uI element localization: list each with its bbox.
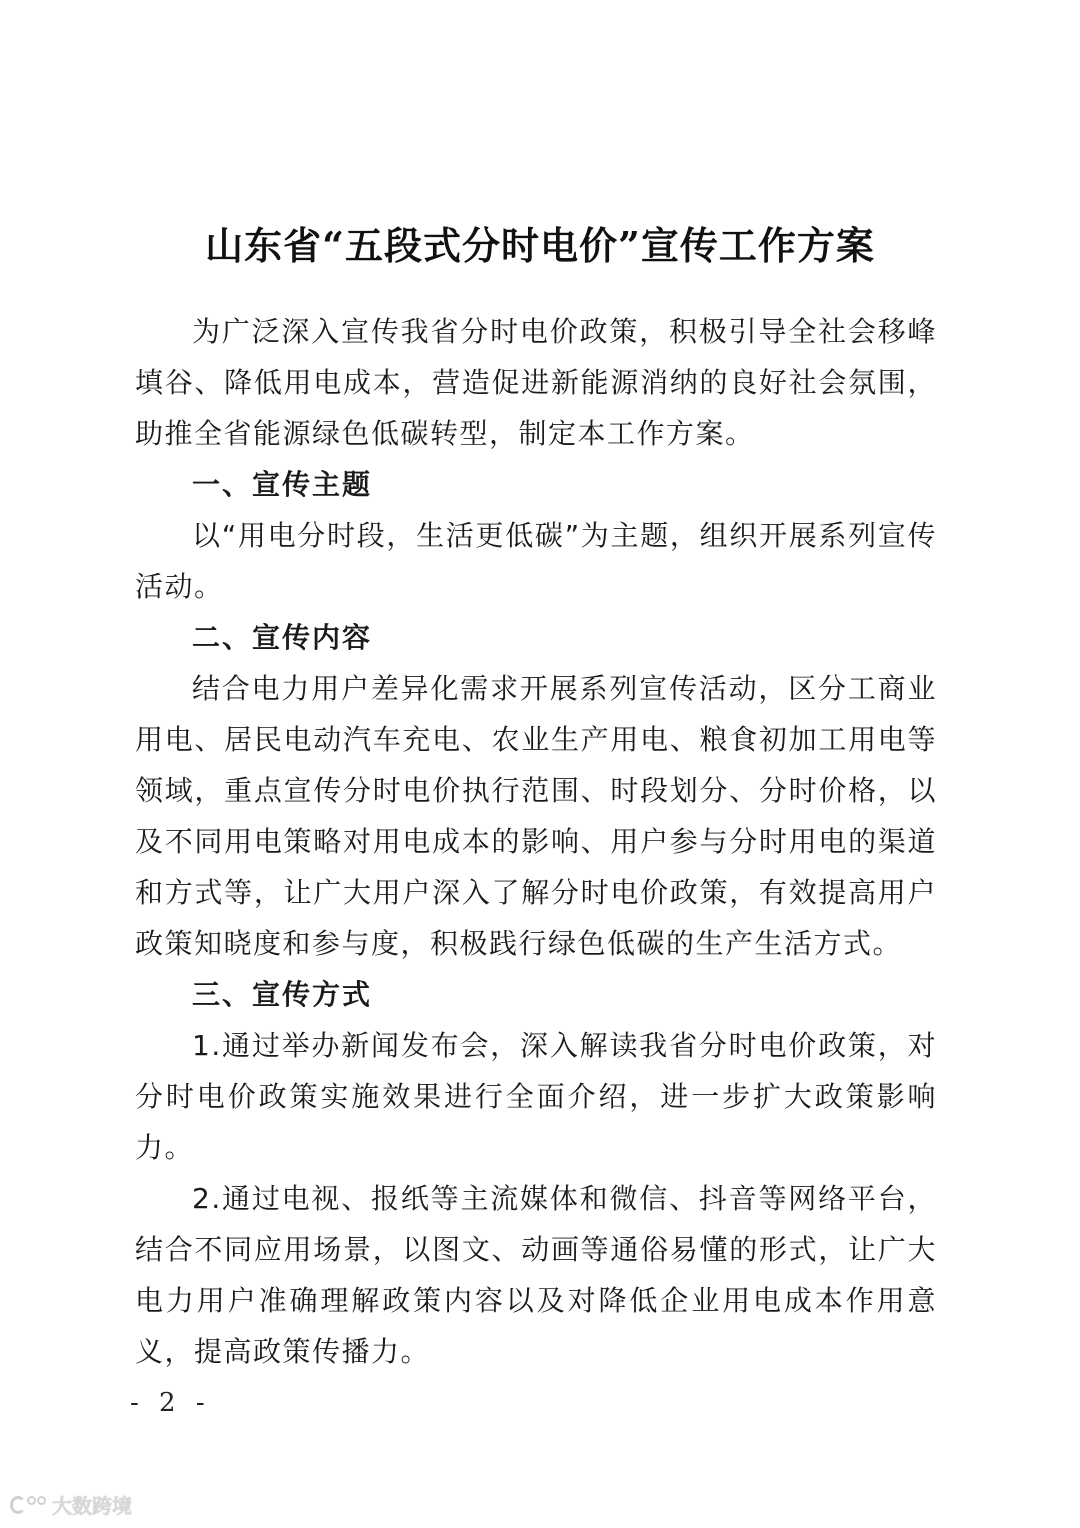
watermark-text: 大数跨境 xyxy=(52,1494,132,1518)
intro-paragraph: 为广泛深入宣传我省分时电价政策，积极引导全社会移峰填谷、降低用电成本，营造促进新能源消纳的良好社会氛围，助推全省能源绿色低碳转型，制定本工作方案。 xyxy=(135,315,937,450)
watermark-logo-icon xyxy=(10,1496,46,1514)
section-heading-theme: 一、宣传主题 xyxy=(192,468,373,501)
document-title: 山东省“五段式分时电价”宣传工作方案 xyxy=(205,223,875,269)
section-heading-methods: 三、宣传方式 xyxy=(192,978,373,1011)
section-heading-content: 二、宣传内容 xyxy=(192,621,373,654)
section-content-paragraph: 结合电力用户差异化需求开展系列宣传活动，区分工商业用电、居民电动汽车充电、农业生产用电、粮食初加工用电等领域，重点宣传分时电价执行范围、时段划分、分时价格，以及不同用电策略对用电成本的影响、用户参与分时用电的渠道和方式等，让广大用户深入了解分时电价政策，有效提高用户政策知晓度和参与度，积极践行绿色低碳的生产生活方式。 xyxy=(135,672,937,960)
section-methods-item-1: 1.通过举办新闻发布会，深入解读我省分时电价政策，对分时电价政策实施效果进行全面介绍，进一步扩大政策影响力。 xyxy=(135,1029,937,1164)
section-theme-paragraph: 以“用电分时段，生活更低碳”为主题，组织开展系列宣传活动。 xyxy=(135,519,937,603)
document-body xyxy=(135,306,937,1377)
section-methods-item-2: 2.通过电视、报纸等主流媒体和微信、抖音等网络平台，结合不同应用场景，以图文、动画等通俗易懂的形式，让广大电力用户准确理解政策内容以及对降低企业用电成本作用意义，提高政策传播力。 xyxy=(135,1182,937,1368)
watermark xyxy=(10,1490,132,1519)
page-number: - 2 - xyxy=(130,1388,211,1418)
